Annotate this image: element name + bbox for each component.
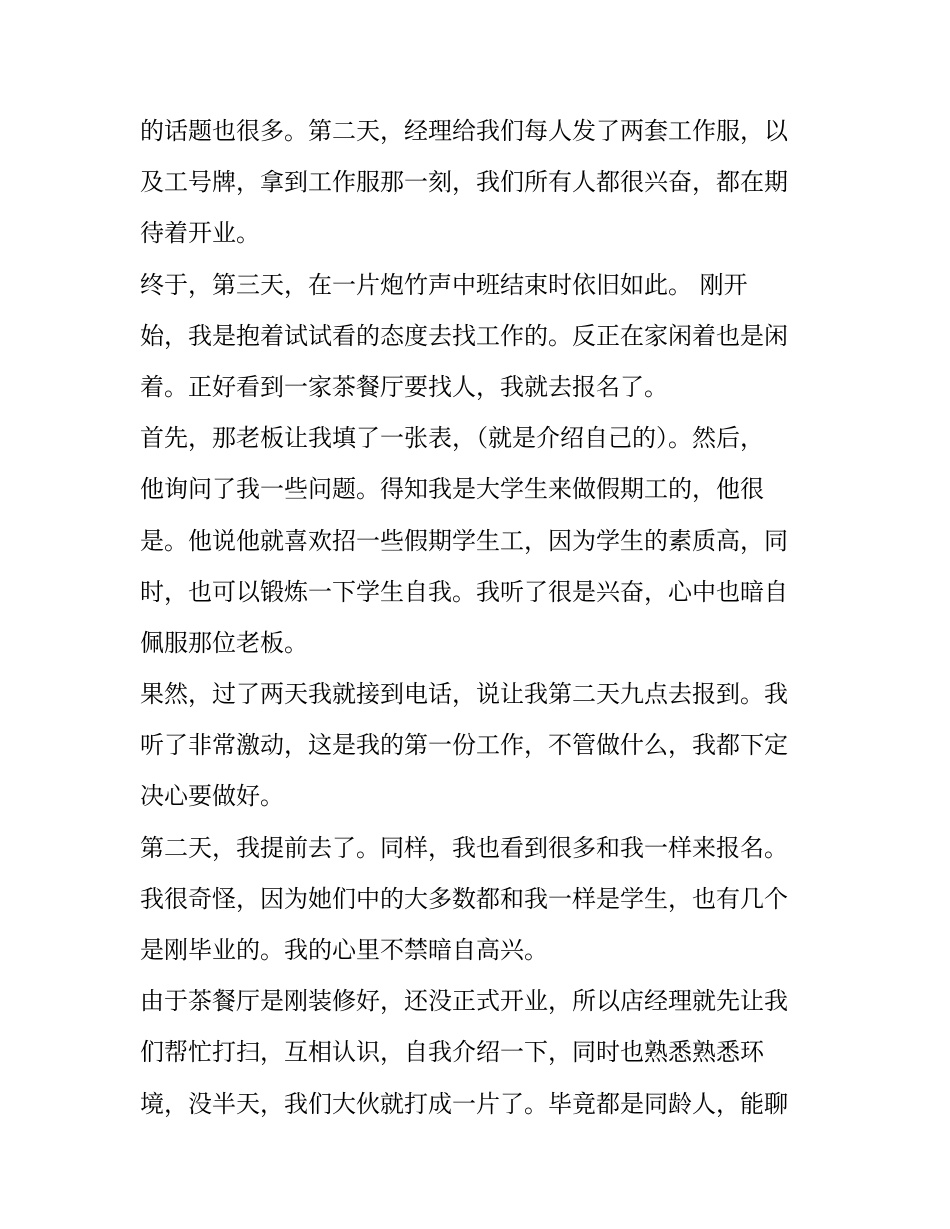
text-line-10: 时，也可以锻炼一下学生自我。我听了很是兴奋，心中也暗自 [140,577,788,606]
text-line-17: 是刚毕业的。我的心里不禁暗自高兴。 [140,936,548,964]
text-line-12: 果然，过了两天我就接到电话，说让我第二天九点去报到。我 [140,680,788,709]
text-line-9: 是。他说他就喜欢招一些假期学生工，因为学生的素质高，同 [140,526,788,555]
text-line-4: 终于，第三天，在一片炮竹声中班结束时依旧如此。 刚开 [140,270,748,299]
text-line-20: 境，没半天，我们大伙就打成一片了。毕竟都是同龄人，能聊 [140,1089,788,1118]
body-text [140,106,820,1130]
text-line-14: 决心要做好。 [140,782,284,811]
text-line-11: 佩服那位老板。 [140,628,308,657]
text-line-5: 始，我是抱着试试看的态度去找工作的。反正在家闲着也是闲 [140,321,788,350]
text-line-3: 待着开业。 [140,219,260,248]
text-line-1: 的话题也很多。第二天，经理给我们每人发了两套工作服，以 [140,117,788,145]
text-line-2: 及工号牌，拿到工作服那一刻，我们所有人都很兴奋，都在期 [140,168,788,197]
text-line-8: 他询问了我一些问题。得知我是大学生来做假期工的，他很 [140,475,764,504]
text-line-6: 着。正好看到一家茶餐厅要找人，我就去报名了。 [140,372,668,401]
text-line-15: 第二天，我提前去了。同样，我也看到很多和我一样来报名。 [140,833,788,862]
text-line-19: 们帮忙打扫，互相认识，自我介绍一下，同时也熟悉熟悉环 [140,1038,764,1067]
text-line-7: 首先，那老板让我填了一张表，（就是介绍自己的）。然后， [140,424,764,453]
text-line-16: 我很奇怪，因为她们中的大多数都和我一样是学生，也有几个 [140,884,788,913]
text-line-13: 听了非常激动，这是我的第一份工作，不管做什么，我都下定 [140,731,788,760]
text-line-18: 由于茶餐厅是刚装修好，还没正式开业，所以店经理就先让我 [140,987,788,1016]
